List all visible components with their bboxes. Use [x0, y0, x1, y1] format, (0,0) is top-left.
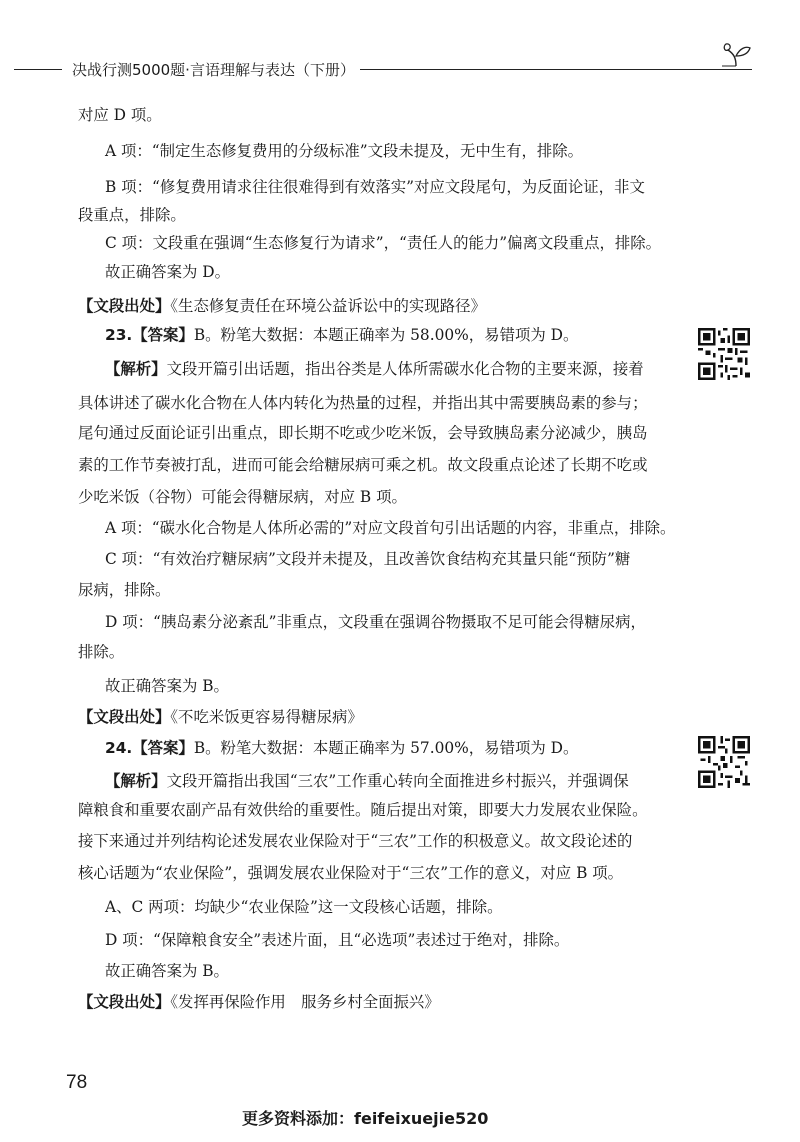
analysis-line: [105, 359, 644, 379]
text-line: D 项：“保障粮食安全”表述片面，且“必选项”表述过于绝对，排除。: [105, 931, 570, 949]
footer-note: 更多资料添加：feifeixuejie520: [242, 1109, 489, 1128]
text-line: 故正确答案为 B。: [105, 962, 229, 980]
source-label: 【文段出处】: [78, 708, 171, 726]
text-line: 接下来通过并列结构论述发展农业保险对于“三农”工作的积极意义。故文段论述的: [78, 832, 633, 850]
text-line: A 项：“碳水化合物是人体所必需的”对应文段首句引出话题的内容，非重点，排除。: [105, 519, 676, 537]
book-title: 决战行测5000题·言语理解与表达（下册）: [72, 61, 355, 79]
answer-text: B。粉笔大数据：本题正确率为 58.00%，易错项为 D。: [193, 326, 579, 344]
source-label: 【文段出处】: [78, 993, 171, 1011]
qr-code-icon[interactable]: [698, 328, 750, 380]
analysis-line: [105, 771, 629, 791]
source-label: 【文段出处】: [78, 297, 171, 315]
source-title: 《发挥再保险作用 服务乡村全面振兴》: [170, 993, 440, 1011]
source-line: [78, 992, 440, 1012]
text-line: C 项：文段重在强调“生态修复行为请求”，“责任人的能力”偏离文段重点，排除。: [105, 234, 662, 252]
analysis-label: 【解析】: [105, 772, 167, 790]
question-answer-23: [105, 325, 578, 345]
text-line: 具体讲述了碳水化合物在人体内转化为热量的过程，并指出其中需要胰岛素的参与；: [78, 394, 648, 412]
text-line: C 项：“有效治疗糖尿病”文段并未提及，且改善饮食结构充其量只能“预防”糖: [105, 550, 631, 568]
analysis-label: 【解析】: [105, 360, 167, 378]
header-rule-left: [14, 69, 62, 70]
source-title: 《生态修复责任在环境公益诉讼中的实现路径》: [170, 297, 486, 315]
text-line: B 项：“修复费用请求往往很难得到有效落实”对应文段尾句，为反面论证，非文: [105, 178, 645, 196]
text-line: 尾句通过反面论证引出重点，即长期不吃或少吃米饭，会导致胰岛素分泌减少，胰岛: [78, 424, 648, 442]
analysis-text: 文段开篇引出话题，指出谷类是人体所需碳水化合物的主要来源，接着: [166, 360, 644, 378]
answer-label: 24.【答案】: [105, 739, 194, 757]
analysis-text: 文段开篇指出我国“三农”工作重心转向全面推进乡村振兴，并强调保: [166, 772, 629, 790]
text-line: 段重点，排除。: [78, 206, 186, 224]
text-line: 故正确答案为 D。: [105, 263, 230, 281]
text-line: 少吃米饭（谷物）可能会得糖尿病，对应 B 项。: [78, 488, 407, 506]
header-rule-right: [360, 69, 752, 70]
text-line: 排除。: [78, 643, 125, 661]
answer-label: 23.【答案】: [105, 326, 194, 344]
question-answer-24: [105, 738, 578, 758]
text-line: A 项：“制定生态修复费用的分级标准”文段未提及，无中生有，排除。: [105, 142, 584, 160]
source-line: [78, 707, 363, 727]
text-line: 故正确答案为 B。: [105, 677, 229, 695]
running-header: [14, 60, 752, 80]
page-number: 78: [66, 1072, 88, 1093]
source-line: [78, 296, 486, 316]
text-line: 核心话题为“农业保险”，强调发展农业保险对于“三农”工作的意义，对应 B 项。: [78, 864, 624, 882]
text-line: 障粮食和重要农副产品有效供给的重要性。随后提出对策，即要大力发展农业保险。: [78, 801, 648, 819]
text-line: D 项：“胰岛素分泌紊乱”非重点，文段重在强调谷物摄取不足可能会得糖尿病，: [105, 613, 646, 631]
text-line: 素的工作节奏被打乱，进而可能会给糖尿病可乘之机。故文段重点论述了长期不吃或: [78, 456, 648, 474]
answer-text: B。粉笔大数据：本题正确率为 57.00%，易错项为 D。: [193, 739, 579, 757]
text-line: 尿病，排除。: [78, 581, 171, 599]
source-title: 《不吃米饭更容易得糖尿病》: [170, 708, 363, 726]
text-line: A、C 两项：均缺少“农业保险”这一文段核心话题，排除。: [105, 898, 503, 916]
qr-code-icon[interactable]: [698, 736, 750, 788]
sprout-icon: [722, 42, 752, 68]
text-line: 对应 D 项。: [78, 106, 162, 124]
